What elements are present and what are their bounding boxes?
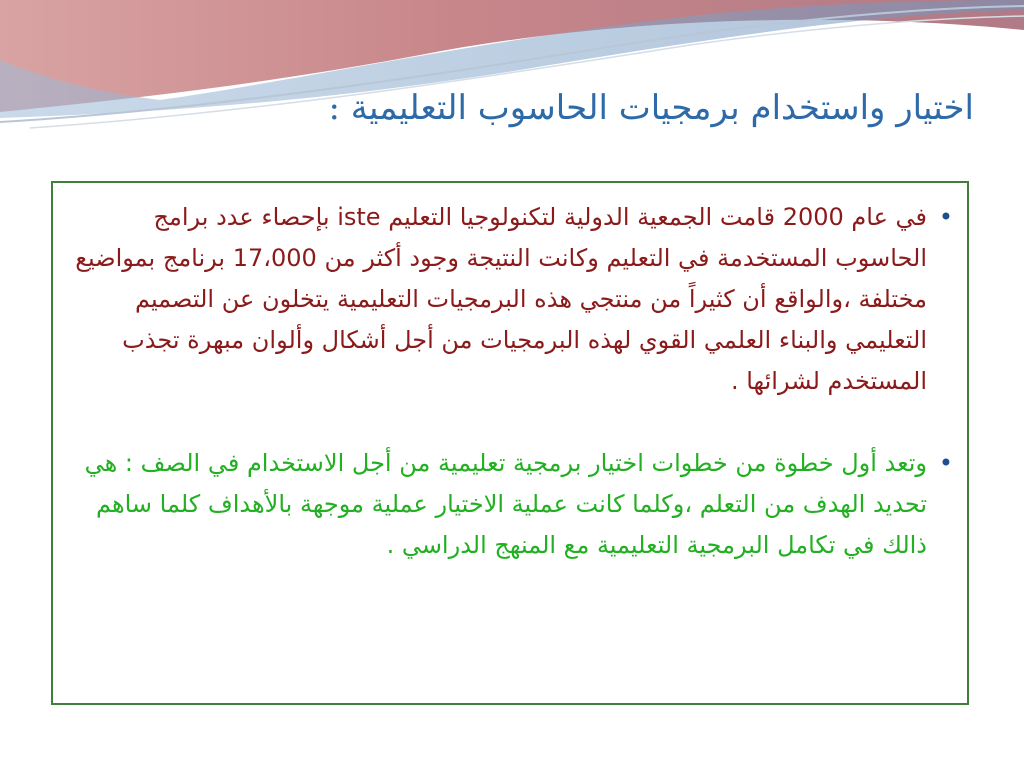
content-box — [51, 181, 969, 705]
bullet-text-1: في عام 2000 قامت الجمعية الدولية لتكنولوجيا التعليم iste بإحصاء عدد برامج الحاسوب المستخدمة في التعليم وكانت النتيجة وجود أكثر من 17،000 برنامج بمواضيع مختلفة ،والواقع أن كثيراً من منتجي هذه البرمجيات التعليمية يتخلون عن التصميم التعليمي والبناء العلمي القوي لهذه البرمجيات من أجل أشكال وألوان مبهرة تجذب المستخدم لشرائها . — [75, 203, 927, 395]
bullet-list — [63, 197, 957, 566]
bullet-point-icon: • — [938, 449, 953, 477]
slide-title: اختيار واستخدام برمجيات الحاسوب التعليمية : — [328, 88, 974, 128]
bullet-item-1 — [63, 197, 957, 402]
bullet-text-2: وتعد أول خطوة من خطوات اختيار برمجية تعليمية من أجل الاستخدام في الصف : هي تحديد الهدف من التعلم ،وكلما كانت عملية الاختيار عملية موجهة بالأهداف كلما ساهم ذالك في تكامل البرمجية التعليمية مع المنهج الدراسي . — [84, 449, 927, 559]
bullet-point-icon: • — [938, 203, 953, 231]
bullet-item-2 — [63, 443, 957, 566]
